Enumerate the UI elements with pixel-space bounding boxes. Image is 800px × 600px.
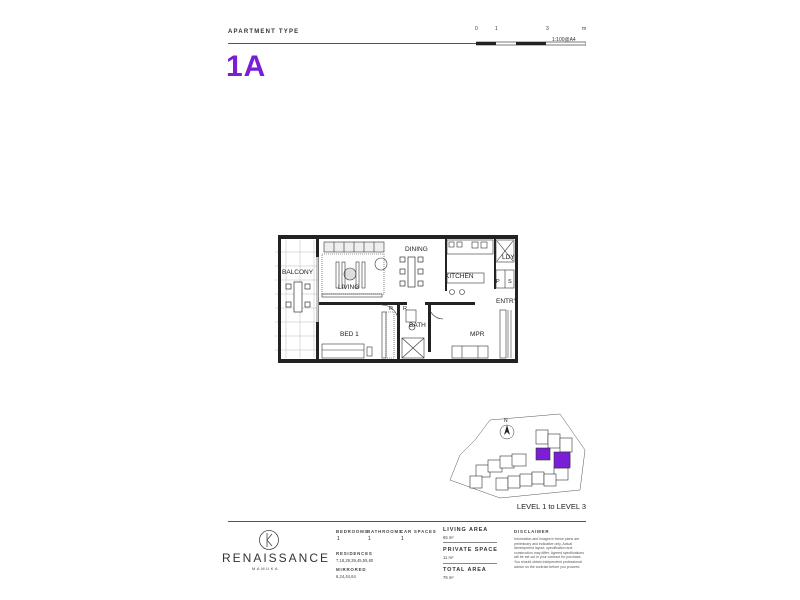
brand-subtitle: MAMUKA <box>252 566 280 571</box>
north-arrow-icon <box>500 425 514 439</box>
living-area-value: 65 m² <box>443 535 454 540</box>
room-bed-1: BED 1 <box>340 331 359 338</box>
room-kitchen: KITCHEN <box>445 273 474 280</box>
scale-tick-1: 1 <box>495 26 498 32</box>
scale-unit: m <box>582 26 587 32</box>
car-spaces-label: CAR SPACES <box>400 529 437 534</box>
north-label: N <box>504 418 508 424</box>
section-label: APARTMENT TYPE <box>228 29 300 35</box>
apartment-type-title: 1A <box>226 50 267 83</box>
car-spaces-value: 1 <box>401 536 404 542</box>
kitchen-joinery <box>447 240 514 295</box>
area-divider <box>443 542 497 543</box>
area-divider-2 <box>443 563 497 564</box>
disclaimer-text: Information and images in these plans are preliminary and indicative only. Actual development layout, specification and construction may differ. Agreed specifications will be set out in your contract for purchase. You should obtain independent professional advice on the contract before you proceed. <box>514 537 584 569</box>
scale-caption: 1:100@A4 <box>552 37 576 43</box>
room-mpr: MPR <box>470 331 485 338</box>
scale-tick-0: 0 <box>475 26 478 32</box>
room-dining: DINING <box>405 246 428 253</box>
disclaimer-title: DISCLAIMER <box>514 529 550 534</box>
balcony-table <box>286 282 310 312</box>
room-storage: S <box>508 279 512 285</box>
total-area-label: TOTAL AREA <box>443 567 487 573</box>
residences-label: RESIDENCES <box>336 551 373 556</box>
dining-table <box>400 257 423 287</box>
bathrooms-label: BATHROOMS <box>367 529 403 534</box>
living-area-label: LIVING AREA <box>443 527 489 533</box>
bathrooms-value: 1 <box>368 536 371 542</box>
room-balcony: BALCONY <box>282 269 314 276</box>
room-pantry: P <box>496 279 500 285</box>
private-space-value: 11 m² <box>443 555 454 560</box>
room-entry: ENTRY <box>496 298 518 305</box>
residences-value: 7,18,29,39,45,55,60 <box>336 558 374 563</box>
private-space-label: PRIVATE SPACE <box>443 547 498 553</box>
robe-bed: R <box>389 306 393 312</box>
room-bath: BATH <box>409 322 426 329</box>
scale-tick-3: 3 <box>546 26 549 32</box>
room-ldy: LDY <box>502 254 515 261</box>
footer-rule <box>228 521 586 522</box>
total-area-value: 76 m² <box>443 575 454 580</box>
bedrooms-value: 1 <box>337 536 340 542</box>
level-caption: LEVEL 1 to LEVEL 3 <box>516 502 586 511</box>
room-living: LIVING <box>338 284 360 291</box>
mirrored-value: 6,24,44,64 <box>336 574 356 579</box>
renaissance-logo-icon <box>258 529 280 551</box>
robe-bath: R <box>403 306 407 312</box>
key-plan <box>440 410 590 500</box>
brand-name: RENAISSANCE <box>222 551 331 565</box>
bedrooms-label: BEDROOMS <box>336 529 369 534</box>
mirrored-label: MIRRORED <box>336 567 367 572</box>
bathroom-fixtures <box>382 305 443 358</box>
floor-plan <box>272 232 524 366</box>
